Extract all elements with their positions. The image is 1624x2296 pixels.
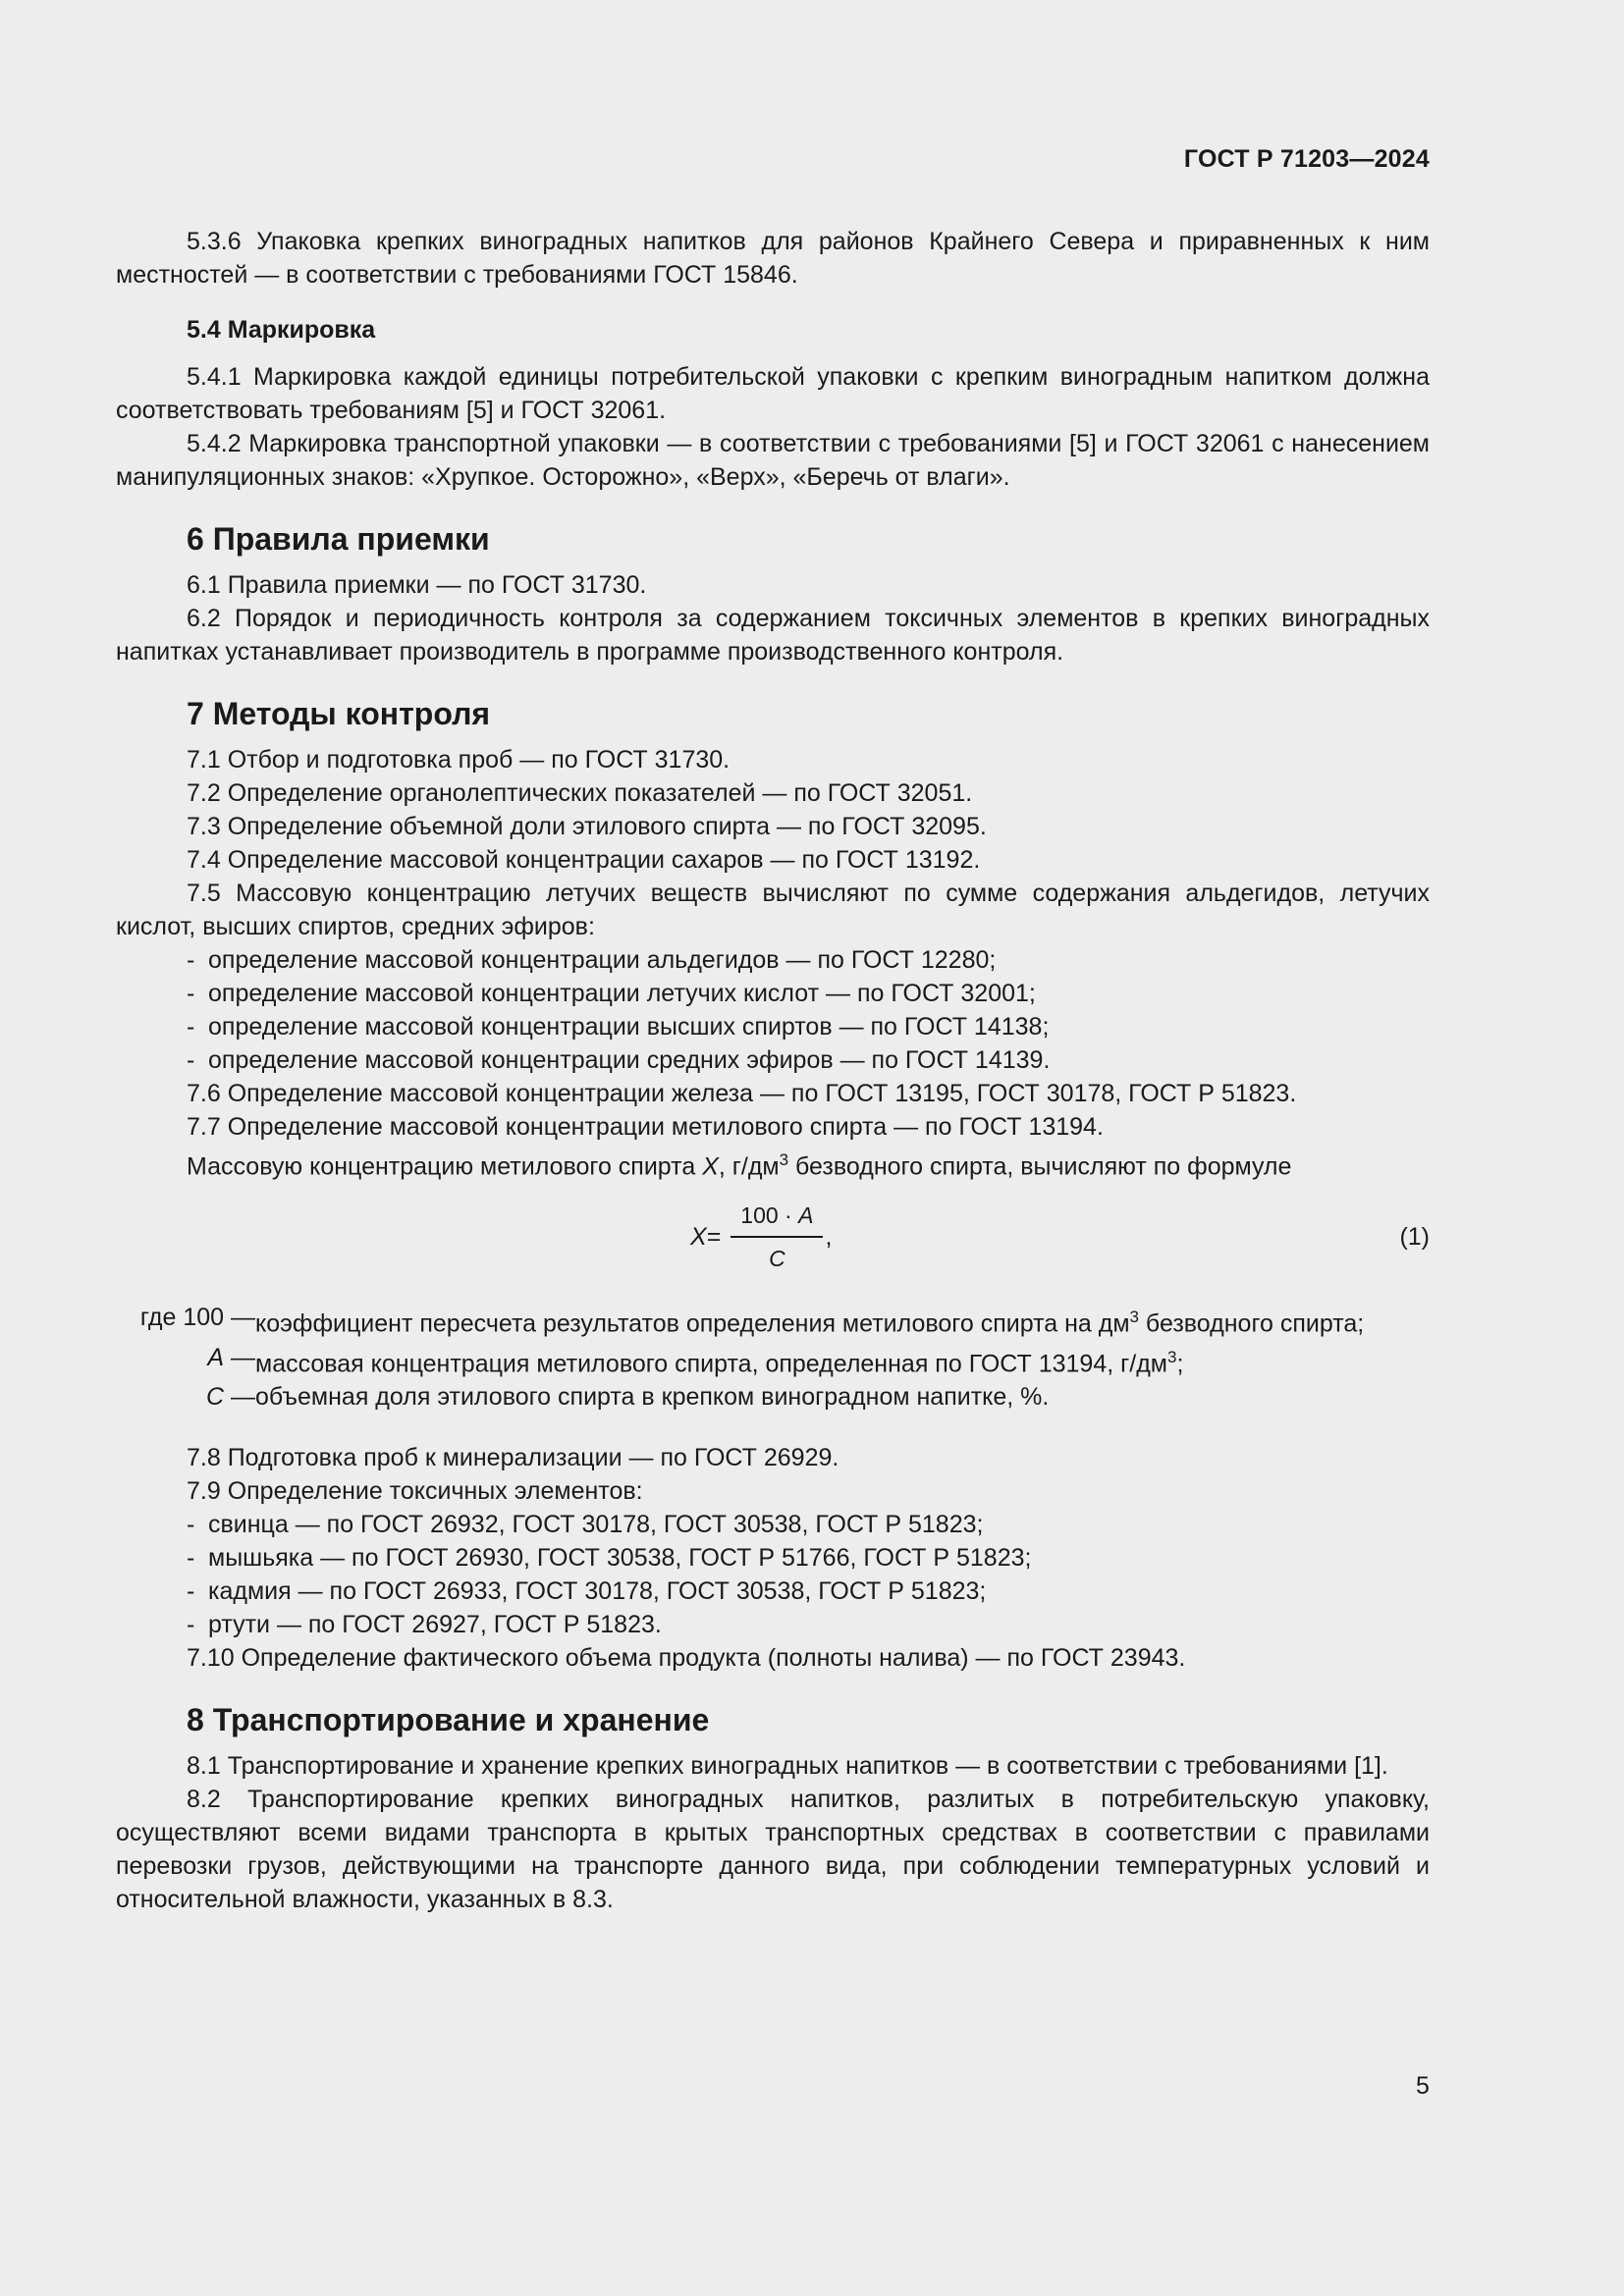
paragraph-6-2: 6.2 Порядок и периодичность контроля за содержанием токсичных элементов в крепких виноградных напитках устанавливает производитель в программе производственного контроля. bbox=[116, 605, 1430, 666]
list-item: - мышьяка — по ГОСТ 26930, ГОСТ 30538, ГОСТ Р 51766, ГОСТ Р 51823; bbox=[187, 1543, 1032, 1572]
list-item: - кадмия — по ГОСТ 26933, ГОСТ 30178, ГОСТ 30538, ГОСТ Р 51823; bbox=[187, 1576, 987, 1605]
formula-denominator: C bbox=[769, 1246, 785, 1272]
paragraph-7-6: 7.6 Определение массовой концентрации железа — по ГОСТ 13195, ГОСТ 30178, ГОСТ Р 51823. bbox=[187, 1080, 1297, 1107]
paragraph-7-4: 7.4 Определение массовой концентрации сахаров — по ГОСТ 13192. bbox=[187, 846, 981, 874]
paragraph-7-1: 7.1 Отбор и подготовка проб — по ГОСТ 31730. bbox=[187, 746, 731, 774]
paragraph-7-10: 7.10 Определение фактического объема продукта (полноты налива) — по ГОСТ 23943. bbox=[187, 1643, 1186, 1672]
formula-equals: = bbox=[706, 1223, 722, 1252]
document-code: ГОСТ Р 71203—2024 bbox=[1183, 145, 1430, 173]
paragraph-7-9: 7.9 Определение токсичных элементов: bbox=[187, 1476, 643, 1505]
section-heading-5-4: 5.4 Маркировка bbox=[187, 316, 376, 344]
formula bbox=[690, 1199, 832, 1275]
section-heading-7: 7 Методы контроля bbox=[187, 696, 491, 731]
legend-row: где 100 — коэффициент пересчета результатов определения метилового спирта на $дм^3$ безводного спирта; bbox=[139, 1304, 1365, 1338]
formula-number: (1) bbox=[1399, 1223, 1430, 1252]
paragraph-6-1: 6.1 Правила приемки — по ГОСТ 31730. bbox=[187, 571, 647, 599]
document-body bbox=[116, 225, 1430, 1916]
list-7-5 bbox=[116, 943, 1430, 1077]
page-number: 5 bbox=[1416, 2072, 1430, 2100]
list-item: - свинца — по ГОСТ 26932, ГОСТ 30178, ГОСТ 30538, ГОСТ Р 51823; bbox=[187, 1510, 984, 1538]
formula-legend bbox=[116, 1301, 1430, 1414]
section-heading-6: 6 Правила приемки bbox=[187, 521, 490, 557]
paragraph-5-4-1: 5.4.1 Маркировка каждой единицы потребительской упаковки с крепким виноградным напитком должна соответствовать требованиям [5] и ГОСТ 32061. bbox=[116, 363, 1430, 424]
paragraph-7-3: 7.3 Определение объемной доли этилового спирта — по ГОСТ 32095. bbox=[187, 813, 987, 840]
list-item: - ртути — по ГОСТ 26927, ГОСТ Р 51823. bbox=[187, 1610, 662, 1638]
formula-lhs: X bbox=[690, 1223, 707, 1252]
section-heading-8: 8 Транспортирование и хранение bbox=[187, 1701, 710, 1737]
formula-fraction bbox=[731, 1199, 823, 1275]
list-7-9 bbox=[116, 1508, 1430, 1641]
legend-row: C — объемная доля этилового спирта в крепком виноградном напитке, %. bbox=[205, 1382, 1050, 1411]
paragraph-5-3-6: 5.3.6 Упаковка крепких виноградных напитков для районов Крайнего Севера и приравненных к ним местностей — в соответствии с требованиями ГОСТ 15846. bbox=[116, 228, 1430, 289]
formula-comma: , bbox=[825, 1223, 833, 1252]
list-item: - определение массовой концентрации средних эфиров — по ГОСТ 14139. bbox=[187, 1046, 1051, 1074]
paragraph-8-1: 8.1 Транспортирование и хранение крепких виноградных напитков — в соответствии с требованиями [1]. bbox=[187, 1751, 1388, 1780]
list-item: - определение массовой концентрации высших спиртов — по ГОСТ 14138; bbox=[187, 1013, 1050, 1041]
formula-block bbox=[116, 1195, 1430, 1283]
formula-numerator: 100 · A bbox=[731, 1199, 823, 1238]
paragraph-7-7-formula-intro: Массовую концентрацию метилового спирта X, $г/дм^3$ безводного спирта, вычисляют по формуле bbox=[187, 1150, 1292, 1181]
legend-row: A — массовая концентрация метилового спирта, определенная по ГОСТ 13194, $г/дм^3$; bbox=[207, 1343, 1184, 1377]
paragraph-8-2: 8.2 Транспортирование крепких виноградных напитков, разлитых в потребительскую упаковку, осуществляют всеми видами транспорта в крытых транспортных средствах в соответствии с правилами перевозки грузов, действующими на транспорте данного вида, при соблюдении температурных условий и относительной влажности, указанных в 8.3. bbox=[116, 1785, 1430, 1913]
paragraph-7-2: 7.2 Определение органолептических показателей — по ГОСТ 32051. bbox=[187, 779, 973, 807]
paragraph-7-7: 7.7 Определение массовой концентрации метилового спирта — по ГОСТ 13194. bbox=[187, 1113, 1104, 1141]
list-item: - определение массовой концентрации альдегидов — по ГОСТ 12280; bbox=[187, 946, 997, 974]
paragraph-5-4-2: 5.4.2 Маркировка транспортной упаковки — в соответствии с требованиями [5] и ГОСТ 32061 с нанесением манипуляционных знаков: «Хрупкое. Осторожно», «Верх», «Беречь от влаги». bbox=[116, 430, 1430, 491]
paragraph-7-5: 7.5 Массовую концентрацию летучих веществ вычисляют по сумме содержания альдегидов, летучих кислот, высших спиртов, средних эфиров: bbox=[116, 880, 1430, 940]
list-item: - определение массовой концентрации летучих кислот — по ГОСТ 32001; bbox=[187, 980, 1036, 1007]
paragraph-7-8: 7.8 Подготовка проб к минерализации — по ГОСТ 26929. bbox=[187, 1443, 839, 1471]
